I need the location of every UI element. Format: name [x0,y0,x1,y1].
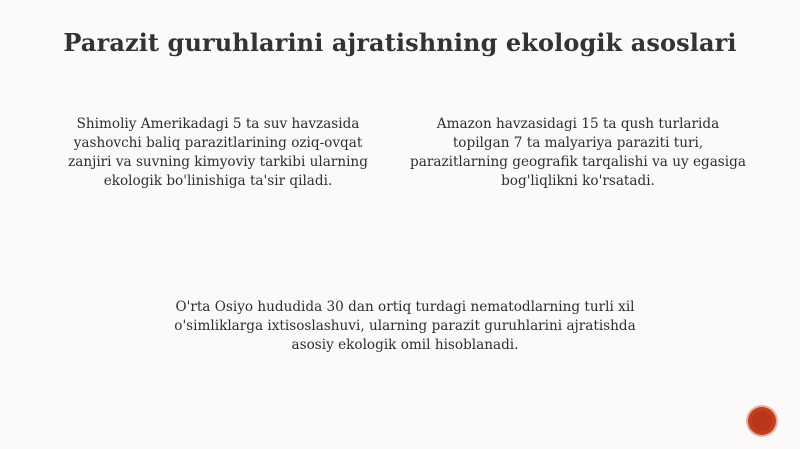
paragraph-bottom-line: o'simliklarga ixtisoslashuvi, ularning parazit guruhlarini ajratishda [174,318,636,334]
paragraph-left-line: yashovchi baliq parazitlarining oziq-ovqat [73,135,363,151]
paragraph-left-line: zanjiri va suvning kimyoviy tarkibi ularning [68,154,368,170]
paragraph-right-line: topilgan 7 ta malyariya paraziti turi, [452,135,704,151]
paragraph-bottom-line: asosiy ekologik omil hisoblanadi. [291,337,519,353]
paragraph-bottom-line: O'rta Osiyo hududida 30 dan ortiq turdagi nematodlarning turli xil [175,299,635,315]
next-slide-button[interactable] [748,407,776,435]
paragraph-right-line: bog'liqlikni ko'rsatadi. [501,173,655,189]
paragraph-right-line: Amazon havzasidagi 15 ta qush turlarida [436,116,720,132]
paragraph-left [48,115,388,191]
paragraph-bottom [140,298,670,355]
paragraph-right [393,115,763,191]
next-slide-circle-icon [752,411,772,431]
paragraph-left-line: Shimoliy Amerikadagi 5 ta suv havzasida [76,116,360,132]
paragraph-right-line: parazitlarning geografik tarqalishi va uy egasiga [410,154,746,170]
slide-title: Parazit guruhlarini ajratishning ekologik asoslari [63,28,737,57]
paragraph-left-line: ekologik bo'linishiga ta'sir qiladi. [103,173,333,189]
